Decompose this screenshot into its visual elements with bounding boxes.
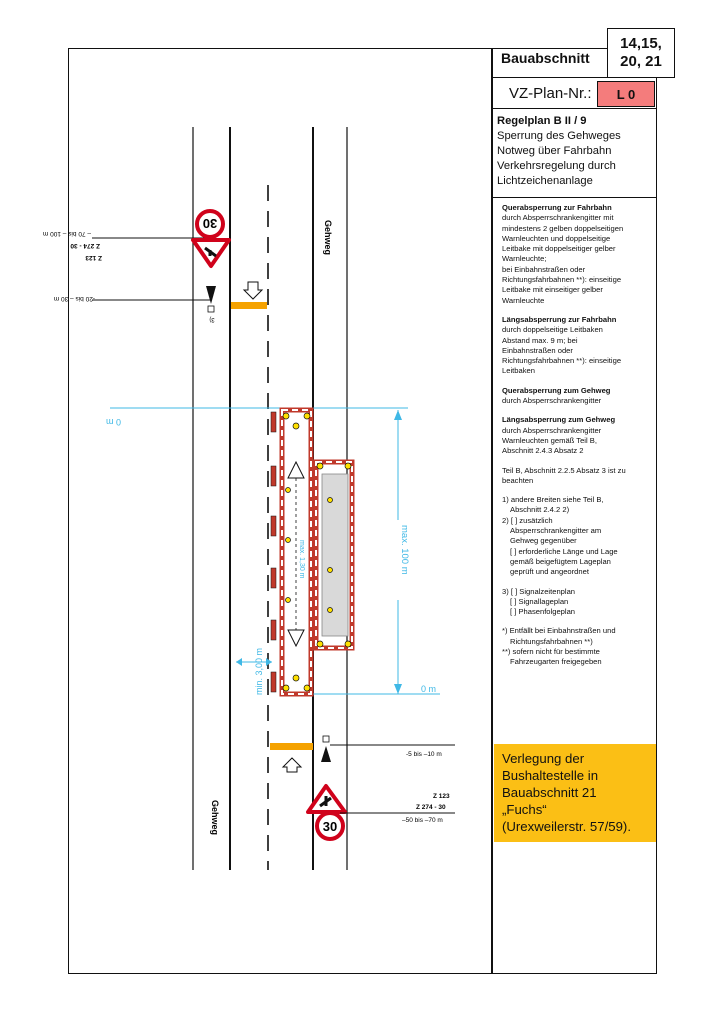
top-traffic-signal-icon <box>206 286 216 312</box>
bauabschnitt-label: Bauabschnitt <box>501 50 590 66</box>
bottom-z274-label: Z 274 - 30 <box>416 804 446 811</box>
note-line: Gehweg gegenüber <box>510 536 577 546</box>
desc-line: durch Absperrschrankengitter <box>502 425 602 435</box>
desc-line: Abschnitt 2.4.3 Absatz 2 <box>502 446 584 456</box>
gehweg-right-label: Gehweg <box>323 220 333 256</box>
bottom-speed-value: 30 <box>322 819 338 834</box>
dimension-arrow-head <box>394 410 402 420</box>
regelplan-line: Verkehrsregelung durch <box>497 160 616 172</box>
regelplan-line: Sperrung des Gehweges <box>497 130 621 142</box>
note-line: Absperrschrankengitter am <box>510 526 602 536</box>
dimension-arrow-head <box>394 684 402 694</box>
note-line: geprüft und angeordnet <box>510 567 589 577</box>
top-stop-line <box>231 302 267 309</box>
note-line: gemäß beigefügtem Lageplan <box>510 556 611 566</box>
highlight-line: Verlegung der <box>502 751 585 766</box>
bottom-dist-label: –50 bis –70 m <box>402 817 443 824</box>
desc-line: Warnleuchten gemäß Teil B, <box>502 435 597 445</box>
note-line: [ ] Signallageplan <box>510 596 569 606</box>
gehweg-left-label: Gehweg <box>210 800 220 836</box>
zero-bottom-label: 0 m <box>421 684 437 694</box>
note-line: [ ] Phasenfolgeplan <box>510 607 576 617</box>
inner-width-label: max. 1,30 m <box>298 540 305 579</box>
top-dist-label: – 70 bis – 100 m <box>42 230 91 237</box>
note-line: 3) [ ] Signalzeitenplan <box>502 586 576 596</box>
top-direction-arrow-icon <box>244 282 262 299</box>
footnote-line: *) Entfällt bei Einbahnstraßen und <box>502 626 616 636</box>
footnote-line: Richtungsfahrbahnen **) <box>510 636 593 646</box>
guide-beacons <box>271 412 276 692</box>
highlight-line: Bushaltestelle in <box>502 768 599 783</box>
bottom-direction-arrow-icon <box>283 758 301 772</box>
desc-line: Abstand max. 9 m; bei <box>502 335 578 345</box>
vz-plan-label: VZ-Plan-Nr.: <box>509 85 592 102</box>
footnote-mark: 3) <box>209 316 215 322</box>
quer-fahrbahn-title: Querabsperrung zur Fahrbahn <box>502 203 612 212</box>
desc-line: Warnleuchte; <box>502 254 547 264</box>
work-area <box>322 474 348 636</box>
top-roadworks-sign <box>193 240 229 266</box>
desc-line: Teil B, Abschnitt 2.2.5 Absatz 3 ist zu <box>502 465 626 475</box>
footnote-line: Fahrzeugarten freigegeben <box>510 657 602 667</box>
desc-line: durch doppelseitige Leitbaken <box>502 325 603 335</box>
regelplan-line: Lichtzeichenanlage <box>497 175 593 187</box>
desc-line: durch Absperrschrankengitter <box>502 396 602 406</box>
note-line: Abschnitt 2.4.2 2) <box>510 505 570 515</box>
laengs-gehweg-title: Längsabsperrung zum Gehweg <box>502 415 616 425</box>
max-length-label: max. 100 m <box>399 525 410 575</box>
min-width-label: min. 3,00 m <box>254 647 264 695</box>
highlight-line: „Fuchs“ <box>502 802 547 817</box>
desc-line: bei Einbahnstraßen oder <box>502 264 586 274</box>
zero-top-label: 0 m <box>105 417 121 427</box>
highlight-line: Bauabschnitt 21 <box>502 785 597 800</box>
desc-line: Warnleuchten und doppelseitige <box>502 233 611 243</box>
regelplan-line: Notweg über Fahrbahn <box>497 145 612 157</box>
top-signal-dist: -20 bis – 30 m <box>53 295 95 302</box>
footnote-line: **) sofern nicht für bestimmte <box>502 646 600 656</box>
desc-line: beachten <box>502 475 534 485</box>
top-z123-label: Z 123 <box>85 254 102 261</box>
regelplan-title: Regelplan B II / 9 <box>497 115 587 127</box>
desc-line: durch Absperrschrankengitter mit <box>502 213 614 223</box>
dimension-arrow-head <box>266 658 272 666</box>
bottom-traffic-signal-icon <box>321 736 331 762</box>
highlight-line: (Urexweilerstr. 57/59). <box>502 819 631 834</box>
section-numbers-line1: 14,15, <box>620 35 662 52</box>
top-z274-label: Z 274 - 30 <box>70 242 100 249</box>
note-line: 2) [ ] zusätzlich <box>502 515 553 525</box>
construction-barrier-outer <box>282 410 311 694</box>
desc-line: Leitbaken <box>502 366 535 376</box>
note-line: 1) andere Breiten siehe Teil B, <box>502 495 604 505</box>
section-numbers-line2: 20, 21 <box>620 53 662 70</box>
bottom-signal-dist: -5 bis –10 m <box>406 751 442 758</box>
laengs-fahrbahn-title: Längsabsperrung zur Fahrbahn <box>502 314 617 324</box>
top-speed-limit-sign <box>197 211 223 237</box>
bottom-stop-line <box>270 743 313 750</box>
desc-line: Leitbake mit doppelseitiger gelber <box>502 244 616 254</box>
note-line: [ ] erforderliche Länge und Lage <box>510 546 618 556</box>
bottom-z123-label: Z 123 <box>433 793 450 800</box>
dimension-arrow-head <box>236 658 242 666</box>
desc-line: Richtungsfahrbahnen **): einseitige <box>502 356 622 366</box>
desc-line: Leitbake mit einseitiger gelber <box>502 285 603 295</box>
desc-line: Warnleuchte <box>502 295 545 305</box>
desc-line: Einbahnstraßen oder <box>502 345 573 355</box>
vz-plan-number: L 0 <box>597 81 655 107</box>
bottom-speed-limit-sign <box>317 813 343 839</box>
desc-line: Richtungsfahrbahnen **): einseitige <box>502 275 622 285</box>
top-speed-value: 30 <box>202 216 218 231</box>
quer-gehweg-title: Querabsperrung zum Gehweg <box>502 385 611 395</box>
desc-line: mindestens 2 gelben doppelseitigen <box>502 223 624 233</box>
